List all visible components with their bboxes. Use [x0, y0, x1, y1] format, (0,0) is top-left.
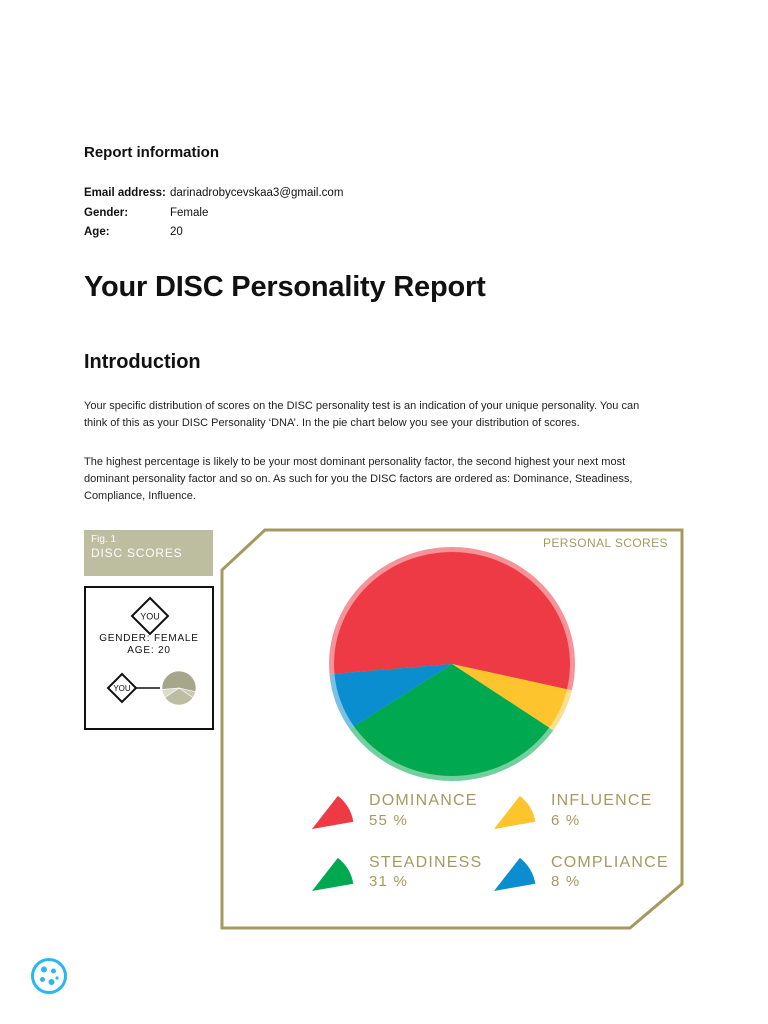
legend-value-dominance: 55 %: [369, 812, 408, 829]
you-diamond-label: YOU: [140, 611, 160, 622]
para2-line1: The highest percentage is likely to be your most dominant personality factor, the second highest your next most: [84, 456, 626, 468]
mini-gender: GENDER: FEMALE: [99, 633, 199, 644]
introduction-heading: Introduction: [84, 351, 201, 373]
figure-number: Fig. 1: [91, 534, 117, 545]
mini-age: AGE: 20: [127, 645, 171, 656]
panel-title: PERSONAL SCORES: [543, 536, 668, 550]
legend-value-influence: 6 %: [551, 812, 581, 829]
age-label: Age:: [84, 226, 110, 238]
page-title: Your DISC Personality Report: [84, 271, 486, 303]
legend-value-compliance: 8 %: [551, 873, 581, 890]
para1-line1: Your specific distribution of scores on the DISC personality test is an indication of your unique personality. You can: [84, 400, 640, 412]
legend-name-influence: INFLUENCE: [551, 792, 653, 809]
gender-label: Gender:: [84, 207, 129, 219]
email-value: darinadrobycevskaa3@gmail.com: [170, 187, 344, 199]
legend-value-steadiness: 31 %: [369, 873, 408, 890]
para1-line2: think of this as your DISC Personality ‘DNA’. In the pie chart below you see your distribution of scores.: [84, 417, 580, 429]
legend-name-dominance: DOMINANCE: [369, 792, 478, 809]
cookie-icon[interactable]: [30, 957, 68, 995]
legend-wedge-steadiness-icon: [312, 858, 353, 891]
para2-line2: dominant personality factor and so on. As such for you the DISC factors are ordered as: Dominance, Steadiness,: [84, 473, 633, 485]
email-label: Email address:: [84, 187, 166, 199]
report-info-heading: Report information: [84, 144, 219, 161]
figure-title: DISC SCORES: [91, 546, 183, 560]
legend-wedge-compliance-icon: [494, 858, 535, 891]
legend-name-steadiness: STEADINESS: [369, 854, 483, 871]
legend-wedge-dominance-icon: [312, 796, 353, 829]
legend-name-compliance: COMPLIANCE: [551, 854, 669, 871]
mini-you-label: YOU: [113, 684, 131, 693]
legend-wedge-influence-icon: [494, 796, 535, 829]
age-value: 20: [170, 226, 183, 238]
para2-line3: Compliance, Influence.: [84, 490, 196, 502]
gender-value: Female: [170, 207, 209, 219]
